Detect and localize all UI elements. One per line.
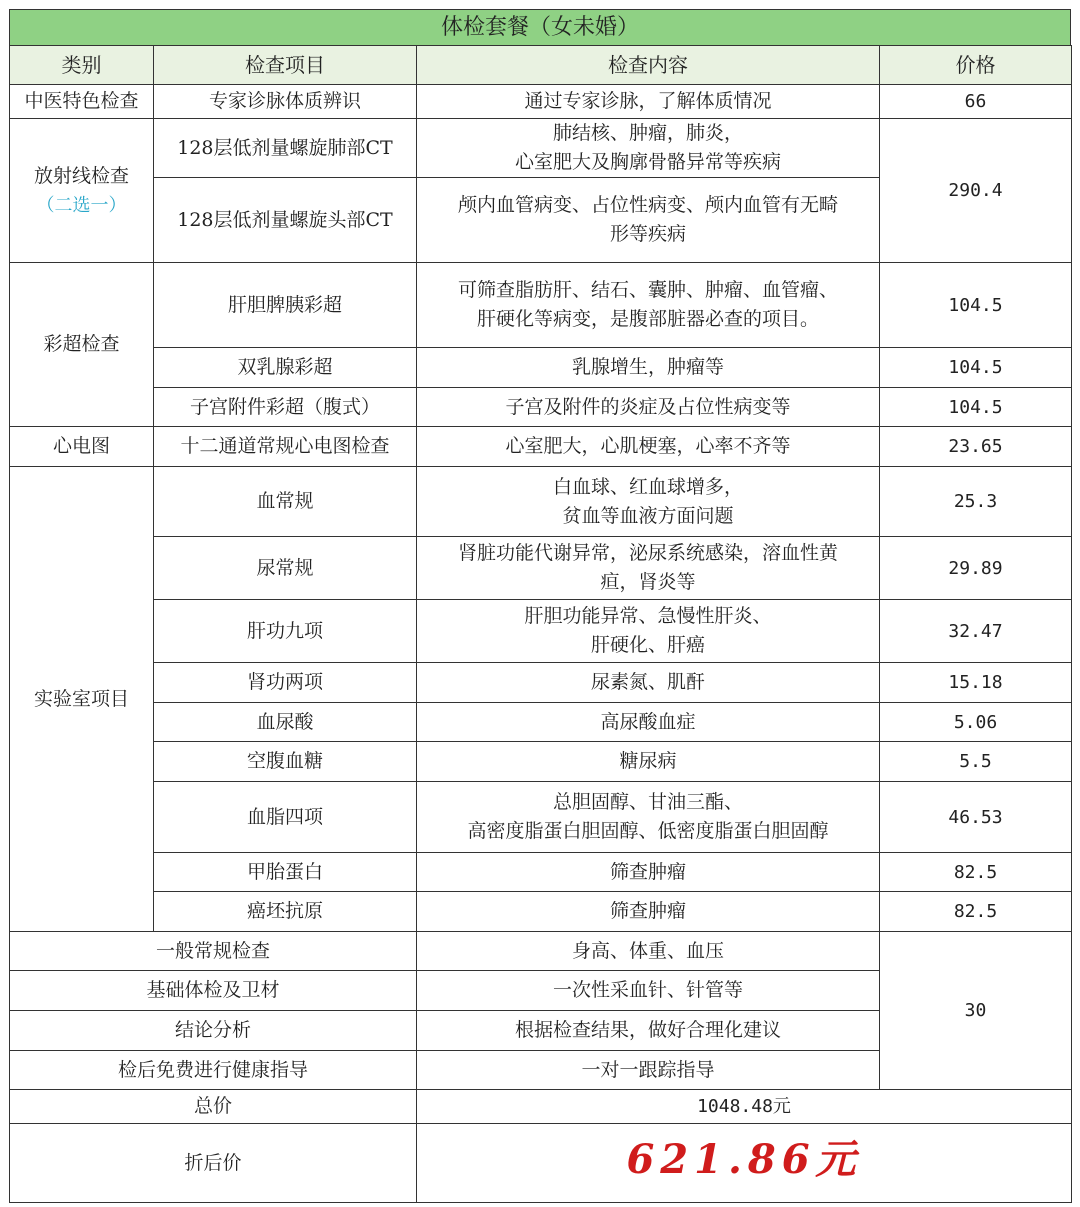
item-cell: 一般常规检查 xyxy=(10,932,417,971)
price-cell: 66 xyxy=(880,85,1072,119)
price-cell: 15.18 xyxy=(880,663,1072,703)
content-line: 贫血等血液方面问题 xyxy=(562,504,734,527)
price-cell: 25.3 xyxy=(880,467,1072,537)
content-cell: 筛查肿瘤 xyxy=(417,853,880,892)
table-row xyxy=(10,853,1072,892)
table-row xyxy=(10,467,1072,537)
header-price: 价格 xyxy=(880,46,1072,85)
content-line: 心室肥大及胸廓骨骼异常等疾病 xyxy=(514,151,781,173)
table-title: 体检套餐（女未婚） xyxy=(9,9,1071,45)
item-cell: 肝功九项 xyxy=(154,600,417,663)
total-row xyxy=(10,1090,1072,1124)
category-cell xyxy=(10,119,154,263)
package-table xyxy=(9,45,1072,1203)
item-cell: 十二通道常规心电图检查 xyxy=(154,427,417,467)
category-label: 放射线检查 xyxy=(33,164,129,187)
item-cell: 双乳腺彩超 xyxy=(154,348,417,388)
content-line: 白血球、红血球增多， xyxy=(552,475,743,498)
content-line: 肝胆功能异常、急慢性肝炎、 xyxy=(524,605,772,627)
category-cell: 彩超检查 xyxy=(10,263,154,427)
table-row xyxy=(10,263,1072,348)
item-cell: 基础体检及卫材 xyxy=(10,971,417,1011)
content-cell xyxy=(417,178,880,263)
price-cell: 104.5 xyxy=(880,348,1072,388)
table-row xyxy=(10,600,1072,663)
content-cell: 通过专家诊脉，了解体质情况 xyxy=(417,85,880,119)
content-line: 形等疾病 xyxy=(609,223,686,245)
item-cell: 肾功两项 xyxy=(154,663,417,703)
table-row xyxy=(10,537,1072,600)
content-line: 总胆固醇、甘油三酯、 xyxy=(552,791,743,813)
table-row xyxy=(10,782,1072,853)
content-line: 肺结核、肿瘤，肺炎， xyxy=(552,122,743,144)
item-cell: 血脂四项 xyxy=(154,782,417,853)
table-row xyxy=(10,932,1072,971)
item-cell: 128层低剂量螺旋头部CT xyxy=(154,178,417,263)
content-cell: 乳腺增生，肿瘤等 xyxy=(417,348,880,388)
item-cell: 空腹血糖 xyxy=(154,742,417,782)
item-cell: 血尿酸 xyxy=(154,703,417,742)
item-cell: 血常规 xyxy=(154,467,417,537)
item-cell: 癌坯抗原 xyxy=(154,892,417,932)
content-cell xyxy=(417,263,880,348)
category-note: （二选一） xyxy=(36,194,127,216)
price-cell: 290.4 xyxy=(880,119,1072,263)
content-cell: 子宫及附件的炎症及占位性病变等 xyxy=(417,388,880,427)
price-cell: 82.5 xyxy=(880,892,1072,932)
item-cell: 专家诊脉体质辨识 xyxy=(154,85,417,119)
table-row xyxy=(10,427,1072,467)
content-cell: 一次性采血针、针管等 xyxy=(417,971,880,1011)
table-row xyxy=(10,703,1072,742)
header-row xyxy=(10,46,1072,85)
price-cell: 104.5 xyxy=(880,263,1072,348)
content-cell: 一对一跟踪指导 xyxy=(417,1051,880,1090)
item-cell: 肝胆脾胰彩超 xyxy=(154,263,417,348)
content-cell xyxy=(417,600,880,663)
price-cell: 23.65 xyxy=(880,427,1072,467)
table-row xyxy=(10,663,1072,703)
price-cell: 32.47 xyxy=(880,600,1072,663)
header-category: 类别 xyxy=(10,46,154,85)
item-cell: 尿常规 xyxy=(154,537,417,600)
content-cell: 筛查肿瘤 xyxy=(417,892,880,932)
discount-label: 折后价 xyxy=(10,1124,417,1203)
total-value: 1048.48元 xyxy=(417,1090,1072,1124)
table-row xyxy=(10,388,1072,427)
content-line: 肝硬化、肝癌 xyxy=(590,634,705,656)
price-cell: 46.53 xyxy=(880,782,1072,853)
price-cell: 5.06 xyxy=(880,703,1072,742)
item-cell: 128层低剂量螺旋肺部CT xyxy=(154,119,417,178)
price-cell: 29.89 xyxy=(880,537,1072,600)
discount-row xyxy=(10,1124,1072,1203)
item-cell: 检后免费进行健康指导 xyxy=(10,1051,417,1090)
content-line: 肾脏功能代谢异常，泌尿系统感染，溶血性黄 xyxy=(457,542,838,564)
content-cell: 心室肥大，心肌梗塞，心率不齐等 xyxy=(417,427,880,467)
table-row xyxy=(10,85,1072,119)
price-cell: 82.5 xyxy=(880,853,1072,892)
content-cell: 尿素氮、肌酐 xyxy=(417,663,880,703)
table-row xyxy=(10,742,1072,782)
header-content: 检查内容 xyxy=(417,46,880,85)
item-cell: 甲胎蛋白 xyxy=(154,853,417,892)
category-cell: 实验室项目 xyxy=(10,467,154,932)
table-row xyxy=(10,348,1072,388)
discount-value: 621.86元 xyxy=(626,1135,862,1183)
content-cell xyxy=(417,537,880,600)
price-cell: 30 xyxy=(880,932,1072,1090)
total-label: 总价 xyxy=(10,1090,417,1124)
category-cell: 心电图 xyxy=(10,427,154,467)
item-cell: 结论分析 xyxy=(10,1011,417,1051)
content-cell: 身高、体重、血压 xyxy=(417,932,880,971)
content-line: 高密度脂蛋白胆固醇、低密度脂蛋白胆固醇 xyxy=(467,820,829,842)
content-line: 颅内血管病变、占位性病变、颅内血管有无畸 xyxy=(457,194,838,216)
table-row xyxy=(10,119,1072,178)
package-sheet xyxy=(9,9,1071,1203)
content-cell: 根据检查结果，做好合理化建议 xyxy=(417,1011,880,1051)
price-cell: 104.5 xyxy=(880,388,1072,427)
discount-value-cell xyxy=(417,1124,1072,1203)
price-cell: 5.5 xyxy=(880,742,1072,782)
content-cell: 糖尿病 xyxy=(417,742,880,782)
content-cell xyxy=(417,467,880,537)
content-line: 肝硬化等病变，是腹部脏器必查的项目。 xyxy=(476,308,819,330)
header-item: 检查项目 xyxy=(154,46,417,85)
table-row xyxy=(10,892,1072,932)
content-line: 可筛查脂肪肝、结石、囊肿、肿瘤、血管瘤、 xyxy=(457,279,838,301)
content-cell xyxy=(417,119,880,178)
content-cell: 高尿酸血症 xyxy=(417,703,880,742)
content-line: 疸，肾炎等 xyxy=(600,571,696,593)
category-cell: 中医特色检查 xyxy=(10,85,154,119)
item-cell: 子宫附件彩超（腹式） xyxy=(154,388,417,427)
content-cell xyxy=(417,782,880,853)
